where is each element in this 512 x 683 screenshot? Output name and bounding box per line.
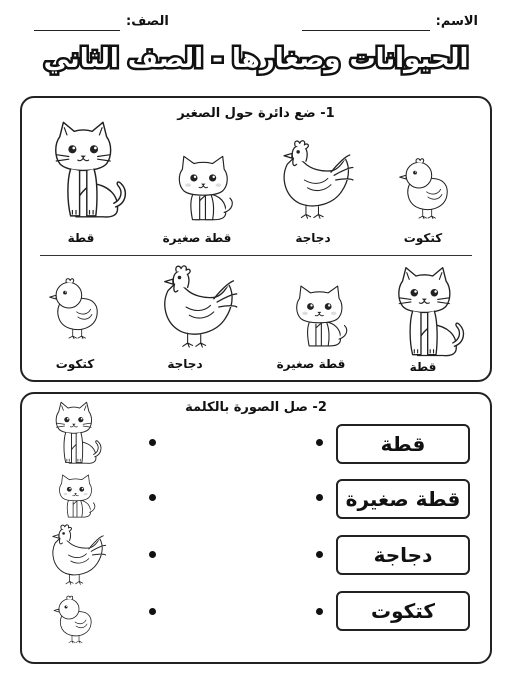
cat-icon[interactable] (46, 398, 104, 468)
row2-label-1: قطة (409, 360, 437, 374)
hen-icon[interactable] (42, 524, 108, 586)
match-dot-left-2[interactable] (149, 494, 156, 501)
word-box-1[interactable]: قطة (336, 424, 470, 464)
chick-icon[interactable] (48, 592, 98, 646)
row1-label-3: قطة صغيرة (162, 231, 232, 245)
kitten-icon[interactable] (52, 470, 100, 522)
word-box-4[interactable]: كتكوت (336, 591, 470, 631)
hen-icon[interactable] (270, 134, 356, 226)
class-field[interactable] (34, 30, 120, 31)
cat-icon[interactable] (384, 266, 468, 358)
word-box-3[interactable]: دجاجة (336, 535, 470, 575)
row2-label-3: دجاجة (167, 357, 203, 371)
kitten-icon[interactable] (168, 150, 240, 226)
name-field[interactable] (302, 30, 430, 31)
match-dot-right-3[interactable] (316, 551, 323, 558)
match-dot-left-4[interactable] (149, 608, 156, 615)
match-dot-right-2[interactable] (316, 494, 323, 501)
section2-title: 2- صل الصورة بالكلمة (185, 400, 327, 415)
chick-icon[interactable] (42, 270, 106, 346)
kitten-icon[interactable] (286, 280, 354, 352)
match-dot-right-4[interactable] (316, 608, 323, 615)
section1-divider (40, 255, 472, 256)
match-dot-left-1[interactable] (149, 439, 156, 446)
row1-label-4: قطة (67, 231, 95, 245)
row2-label-2: قطة صغيرة (276, 357, 346, 371)
match-dot-left-3[interactable] (149, 551, 156, 558)
word-box-2[interactable]: قطة صغيرة (336, 479, 470, 519)
page-title: الحيوانات وصغارها - الصف الثاني (43, 44, 469, 74)
match-dot-right-1[interactable] (316, 439, 323, 446)
row1-label-2: دجاجة (295, 231, 331, 245)
section1-title: 1- ضع دائرة حول الصغير (177, 106, 335, 121)
cat-icon[interactable] (40, 118, 130, 222)
name-label: الاسم: (435, 14, 478, 29)
chick-icon[interactable] (392, 152, 456, 224)
class-label: الصف: (126, 14, 169, 29)
row1-label-1: كتكوت (403, 231, 443, 245)
hen-icon[interactable] (150, 262, 240, 352)
row2-label-4: كتكوت (55, 357, 95, 371)
